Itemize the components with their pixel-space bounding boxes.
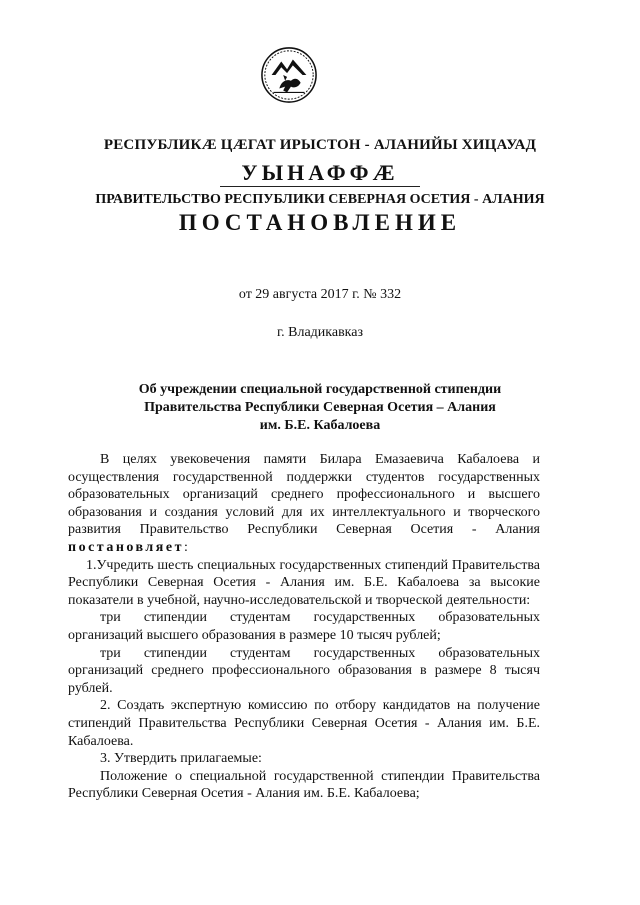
government-title-ossetian: УЫНАФФӔ	[241, 160, 399, 185]
subject-line-2: Правительства Республики Северная Осетия – Алания	[144, 400, 496, 415]
body-paragraph-3a: Положение о специальной государственной стипендии Правительства Республики Северная Осетия - Алания им. Б.Е. Кабалоева;	[68, 768, 540, 802]
document-body	[68, 451, 540, 803]
preamble-end: :	[183, 539, 188, 555]
body-paragraph-preamble	[68, 451, 540, 557]
decree-keyword: постановляет	[68, 539, 184, 555]
body-paragraph-1a: три стипендии студентам государственных образовательных организаций высшего образования в размере 10 тысяч рублей;	[68, 610, 540, 643]
document-date-number: от 29 августа 2017 г. № 332	[238, 287, 402, 302]
body-paragraph-2: 2. Создать экспертную комиссию по отбору кандидатов на получение стипендий Правительства Республики Северная Осетия - Алания им. Б.Е. Кабалоева.	[68, 698, 540, 749]
document-city: г. Владикавказ	[276, 325, 364, 340]
coat-of-arms-icon	[260, 46, 318, 104]
document-subject	[0, 381, 640, 435]
republic-header-ossetian: РЕСПУБЛИКӔ ЦӔГАТ ИРЫСТОН - АЛАНИЙЫ ХИЦАУАД	[103, 137, 537, 153]
subject-line-3: им. Б.Е. Кабалоева	[259, 418, 381, 433]
government-header-russian: ПРАВИТЕЛЬСТВО РЕСПУБЛИКИ СЕВЕРНАЯ ОСЕТИЯ - АЛАНИЯ	[95, 192, 545, 207]
body-paragraph-3: 3. Утвердить прилагаемые:	[100, 751, 262, 767]
subject-line-1: Об учреждении специальной государственной стипендии	[138, 382, 502, 397]
header-divider	[220, 186, 420, 187]
body-paragraph-1b: три стипендии студентам государственных образовательных организаций среднего профессионального образования в размере 8 тысяч рублей.	[68, 645, 540, 696]
body-paragraph-1: 1.Учредить шесть специальных государственных стипендий Правительства Республики Северная Осетия - Алания им. Б.Е. Кабалоева за высокие показатели в учебной, научно-исследовательской и творческой деятельности:	[68, 557, 540, 608]
preamble-text: В целях увековечения памяти Билара Емазаевича Кабалоева и осуществления государственной поддержки студентов государственных образовательных организаций среднего профессионального и высшего образования и создания условий для их интеллектуального и творческого развития Правительство Республики Северная Осетия - Алания	[68, 452, 540, 538]
document-type-title: ПОСТАНОВЛЕНИЕ	[178, 210, 462, 235]
